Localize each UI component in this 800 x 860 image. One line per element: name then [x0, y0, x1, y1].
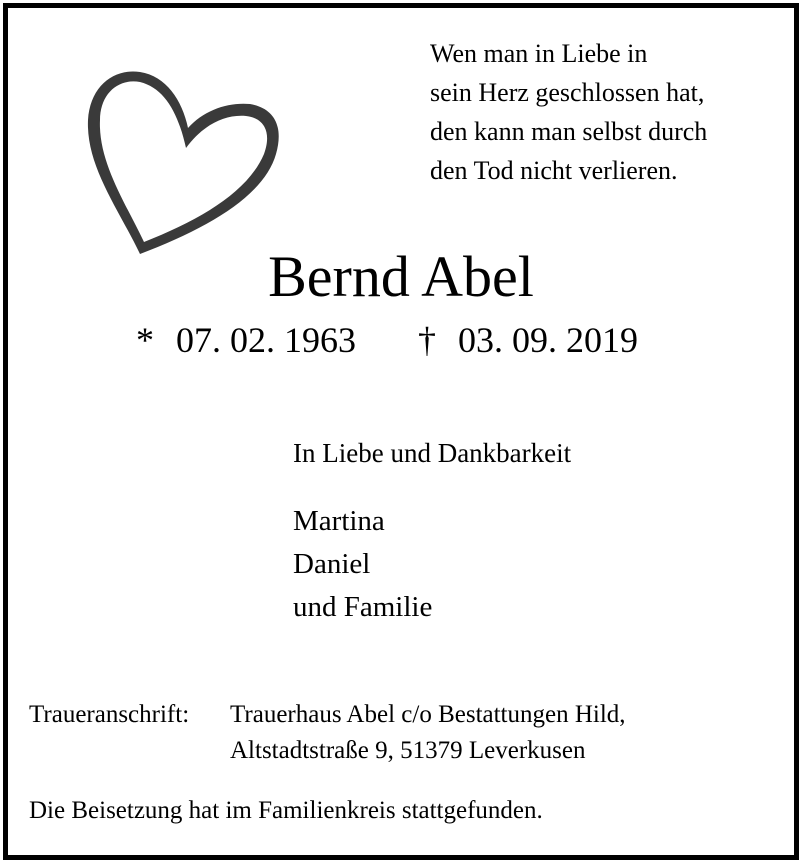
mourners-intro: In Liebe und Dankbarkeit	[293, 438, 572, 468]
burial-note: Die Beisetzung hat im Familienkreis stattgefunden.	[29, 797, 543, 824]
mourners-list	[293, 500, 432, 629]
address-line-1: Trauerhaus Abel c/o Bestattungen Hild,	[230, 701, 626, 728]
address-line-2: Altstadtstraße 9, 51379 Leverkusen	[230, 737, 586, 764]
obituary-frame	[3, 3, 799, 860]
mourner-name: und Familie	[293, 591, 433, 623]
heart-outline-icon	[78, 58, 288, 258]
death-symbol: †	[418, 320, 436, 360]
death-date: 03. 09. 2019	[458, 320, 638, 360]
birth-symbol: *	[136, 320, 154, 360]
poem-line: den kann man selbst durch	[430, 117, 708, 146]
deceased-name: Bernd Abel	[268, 244, 534, 309]
mourner-name: Daniel	[293, 548, 371, 580]
poem-line: Wen man in Liebe in	[430, 39, 648, 68]
mourner-name: Martina	[293, 505, 385, 537]
address-label: Traueranschrift:	[29, 701, 190, 728]
poem-line: den Tod nicht verlieren.	[430, 156, 678, 185]
birth-date: 07. 02. 1963	[176, 320, 356, 360]
poem-line: sein Herz geschlossen hat,	[430, 78, 705, 107]
poem	[430, 34, 707, 190]
